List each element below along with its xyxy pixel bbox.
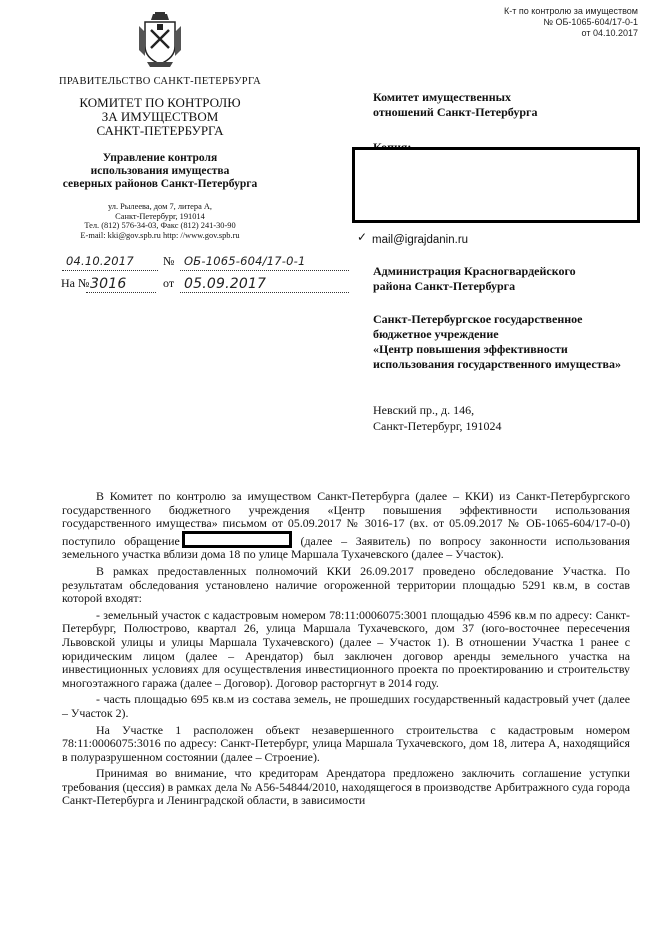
committee-line: ЗА ИМУЩЕСТВОМ	[101, 109, 219, 124]
contact-info	[45, 202, 275, 240]
contact-line: Тел. (812) 576-34-03, Факс (812) 241-30-90	[84, 221, 236, 231]
government-name: ПРАВИТЕЛЬСТВО САНКТ-ПЕТЕРБУРГА	[58, 76, 262, 87]
stamp-line: от 04.10.2017	[581, 28, 638, 38]
addressee-property-committee	[373, 90, 633, 120]
address-line: Невский пр., д. 146,	[373, 403, 475, 417]
addressee-org-name: «Центр повышения эффективности использования государственного имущества»	[373, 342, 622, 371]
addressee-address	[373, 402, 643, 434]
addressee-line: района Санкт-Петербурга	[373, 279, 516, 293]
registration-stamp	[488, 6, 638, 39]
contact-line: Санкт-Петербург, 191014	[115, 211, 205, 221]
paragraph: - часть площадью 695 кв.м из состава земель, не прошедших государственный кадастровый учет (далее – Участок 2).	[62, 692, 630, 720]
outgoing-number: ОБ-1065-604/17-0-1	[180, 254, 349, 271]
letter-body	[62, 490, 630, 811]
number-label: №	[163, 254, 175, 268]
addressee-line: Комитет имущественных	[373, 90, 511, 104]
paragraph	[62, 490, 630, 562]
stamp-line: К-т по контролю за имуществом	[504, 6, 638, 16]
reference-date: 05.09.2017	[180, 276, 349, 293]
stamp-line: № ОБ-1065-604/17-0-1	[543, 17, 638, 27]
department-name	[45, 152, 275, 191]
address-line: Санкт-Петербург, 191024	[373, 419, 502, 433]
spb-coat-of-arms-icon	[137, 12, 183, 68]
paragraph: Принимая во внимание, что кредиторам Арендатора предложено заключить соглашение уступки требования (цессия) в рамках дела № А56-54844/2010, находящегося в производстве Арбитражного суда города Санкт-Петербурга и Ленинградской области, в зависимости	[62, 766, 630, 808]
paragraph: - земельный участок с кадастровым номером 78:11:0006075:3001 площадью 4596 кв.м по адресу: Санкт-Петербург, Полюстрово, квартал 26, улица Маршала Тухачевского, дом 37 (юго-восточнее пересечения Львовской улицы и улицы Маршала Тухачевского) (далее – Участок 1). В отношении Участка 1 ранее с юридическим лицом (далее – Арендатор) был заключен договор аренды земельного участка на инвестиционных условиях для осуществления инвестиционного проекта по проектированию и строительству многоэтажного гаража (далее – Договор). Договор расторгнут в 2014 году.	[62, 607, 630, 690]
redacted-block	[352, 147, 640, 223]
addressee-line: Администрация Красногвардейского	[373, 264, 576, 278]
committee-line: КОМИТЕТ ПО КОНТРОЛЮ	[79, 95, 241, 110]
paragraph: В рамках предоставленных полномочий ККИ 26.09.2017 проведено обследование Участка. По результатам обследования установлено наличие огороженной территории площадью 5291 кв.м, в состав которой входят:	[62, 563, 630, 606]
committee-name	[45, 96, 275, 138]
paragraph-text: В Комитет по контролю за имуществом Санкт-Петербурга (далее – ККИ) из Санкт-Петербургского государственного бюджетного учреждения «Центр повышения эффективности использования государственного имущества» письмом от 05.09.2017 № 3016-17 (вх. от 05.09.2017 № ОБ-1065-604/17-0-0) поступило обращение	[62, 489, 630, 548]
addressee-line: отношений Санкт-Петербурга	[373, 105, 538, 119]
email-address[interactable]: mail@igrajdanin.ru	[372, 234, 469, 246]
committee-line: САНКТ-ПЕТЕРБУРГА	[96, 123, 224, 138]
reference-label: На №	[61, 276, 90, 290]
paragraph-text: (далее – Заявитель) по вопросу законности использования земельного участка вблизи дома 18 по улице Маршала Тухачевского (далее – Участок).	[62, 533, 630, 562]
contact-line: ул. Рылеева, дом 7, литера А,	[107, 202, 213, 211]
redacted-name	[182, 531, 292, 548]
from-label: от	[163, 276, 175, 290]
department-line: Управление контроля	[102, 152, 218, 164]
checkmark-icon: ✓	[357, 230, 368, 244]
outgoing-date: 04.10.2017	[62, 254, 158, 271]
addressee-budget-institution	[373, 312, 643, 372]
addressee-district-admin	[373, 264, 643, 294]
paragraph: На Участке 1 расположен объект незавершенного строительства с кадастровым номером 78:11:0006075:3016 по адресу: Санкт-Петербург, улица Маршала Тухачевского, дом 18, литера А, находящийся в полуразрушенном состоянии (далее – Строение).	[62, 722, 630, 764]
addressee-org: Санкт-Петербургское государственное бюджетное учреждение	[373, 312, 583, 341]
department-line: использования имущества	[90, 165, 230, 177]
department-line: северных районов Санкт-Петербурга	[62, 178, 258, 190]
reference-number: 3016	[86, 276, 156, 293]
contact-line: E-mail: kki@gov.spb.ru http: //www.gov.spb.ru	[80, 230, 240, 240]
